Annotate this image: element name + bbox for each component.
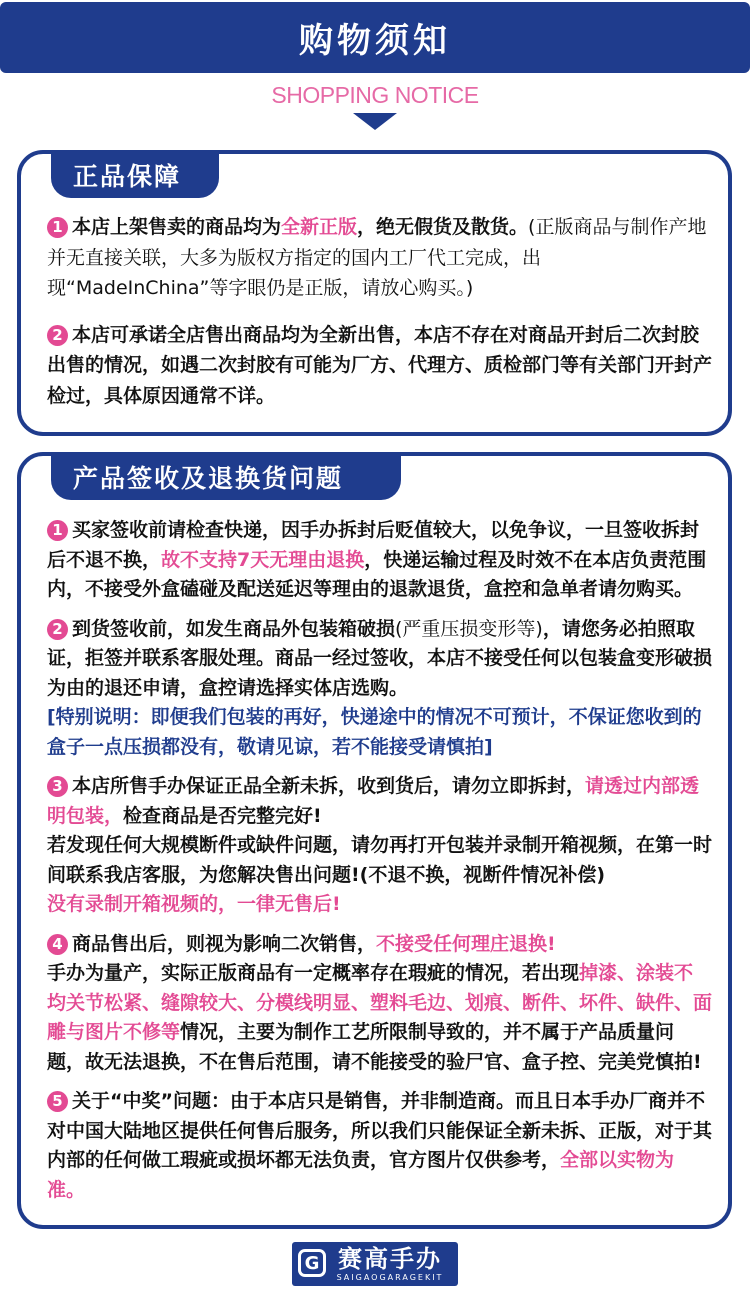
number-badge-icon: 2 <box>47 619 68 640</box>
number-badge-icon: 2 <box>47 325 68 346</box>
logo-mark-icon: G <box>298 1249 326 1277</box>
special-note: [特别说明：即便我们包装的再好，快递途中的情况不可预计，不保证您收到的盒子一点压损都没有，敬请见谅，若不能接受请慎拍] <box>47 706 702 758</box>
brand-logo <box>292 1242 458 1286</box>
notice-item: 2 到货签收前，如发生商品外包装箱破损(严重压损变形等)，请您务必拍照取证，拒签并联系客服处理。商品一经过签收，本店不接受任何以包装盒变形破损为由的退还申请，盒控请选择实体店选购。 [特别说明：即便我们包装的再好，快递途中的情况不可预计，不保证您收到的盒子一点压损都没有，敬请见谅，若不能接受请慎拍] <box>47 617 713 758</box>
number-badge-icon: 1 <box>47 217 68 238</box>
page-subtitle: SHOPPING NOTICE <box>271 82 479 108</box>
returns-body <box>47 516 712 1205</box>
number-badge-icon: 3 <box>47 776 68 797</box>
page-title: 购物须知 <box>299 21 451 61</box>
notice-item: 4 商品售出后，则视为影响二次销售，不接受任何理庄退换! 手办为量产，实际正版商品有一定概率存在瑕疵的情况，若出现掉漆、涂装不均关节松紧、缝隙较大、分模线明显、塑料毛边、划痕、断件、坏件、缺件、面雕与图片不修等情况，主要为制作工艺所限制导致的，并不属于产品质量问题，故无法退换，不在售后范围，请不能接受的验尸官、盒子控、完美党慎拍! <box>47 932 713 1073</box>
notice-item: 1 本店上架售卖的商品均为全新正版，绝无假货及散货。(正版商品与制作产地并无直接关联，大多为版权方指定的国内工厂代工完成，出现“MadeInChina”等字眼仍是正版，请放心购买。) <box>47 216 707 299</box>
logo-name: 赛高手办 <box>338 1245 442 1273</box>
notice-item: 2 本店可承诺全店售出商品均为全新出售，本店不存在对商品开封后二次封胶出售的情况，如遇二次封胶有可能为厂方、代理方、质检部门等有关部门开封产检过，具体原因通常不详。 <box>47 323 713 407</box>
notice-item: 5 关于“中奖”问题：由于本店只是销售，并非制造商。而且日本手办厂商并不对中国大陆地区提供任何售后服务，所以我们只能保证全新未拆、正版，对于其内部的任何做工瑕疵或损坏都无法负责，官方图片仅供参考，全部以实物为准。 <box>47 1090 713 1201</box>
notice-item: 3 本店所售手办保证正品全新未拆，收到货后，请勿立即拆封，请透过内部透明包装，检查商品是否完整完好! 若发现任何大规模断件或缺件问题，请勿再打开包装并录制开箱视频，在第一时间联系我店客服，为您解决售出问题!(不退不换，视断件情况补偿) 没有录制开箱视频的，一律无售后! <box>47 775 713 915</box>
top-banner <box>0 2 750 73</box>
notice-item: 1 买家签收前请检查快递，因手办拆封后贬值较大，以免争议，一旦签收拆封后不退不换，故不支持7天无理由退换，快递运输过程及时效不在本店负责范围内，不接受外盒磕碰及配送延迟等理由的退款退货，盒控和急单者请勿购买。 <box>47 519 707 600</box>
number-badge-icon: 1 <box>47 520 68 541</box>
number-badge-icon: 4 <box>47 934 68 955</box>
down-arrow-icon <box>353 113 397 130</box>
section-title-returns: 产品签收及退换货问题 <box>51 454 401 500</box>
logo-subtext: SAIGAOGARAGEKIT <box>336 1273 444 1282</box>
returns-card <box>17 452 732 1229</box>
section-title-authenticity: 正品保障 <box>51 152 219 198</box>
authenticity-body <box>47 212 712 411</box>
authenticity-card <box>17 150 732 436</box>
number-badge-icon: 5 <box>47 1091 68 1112</box>
